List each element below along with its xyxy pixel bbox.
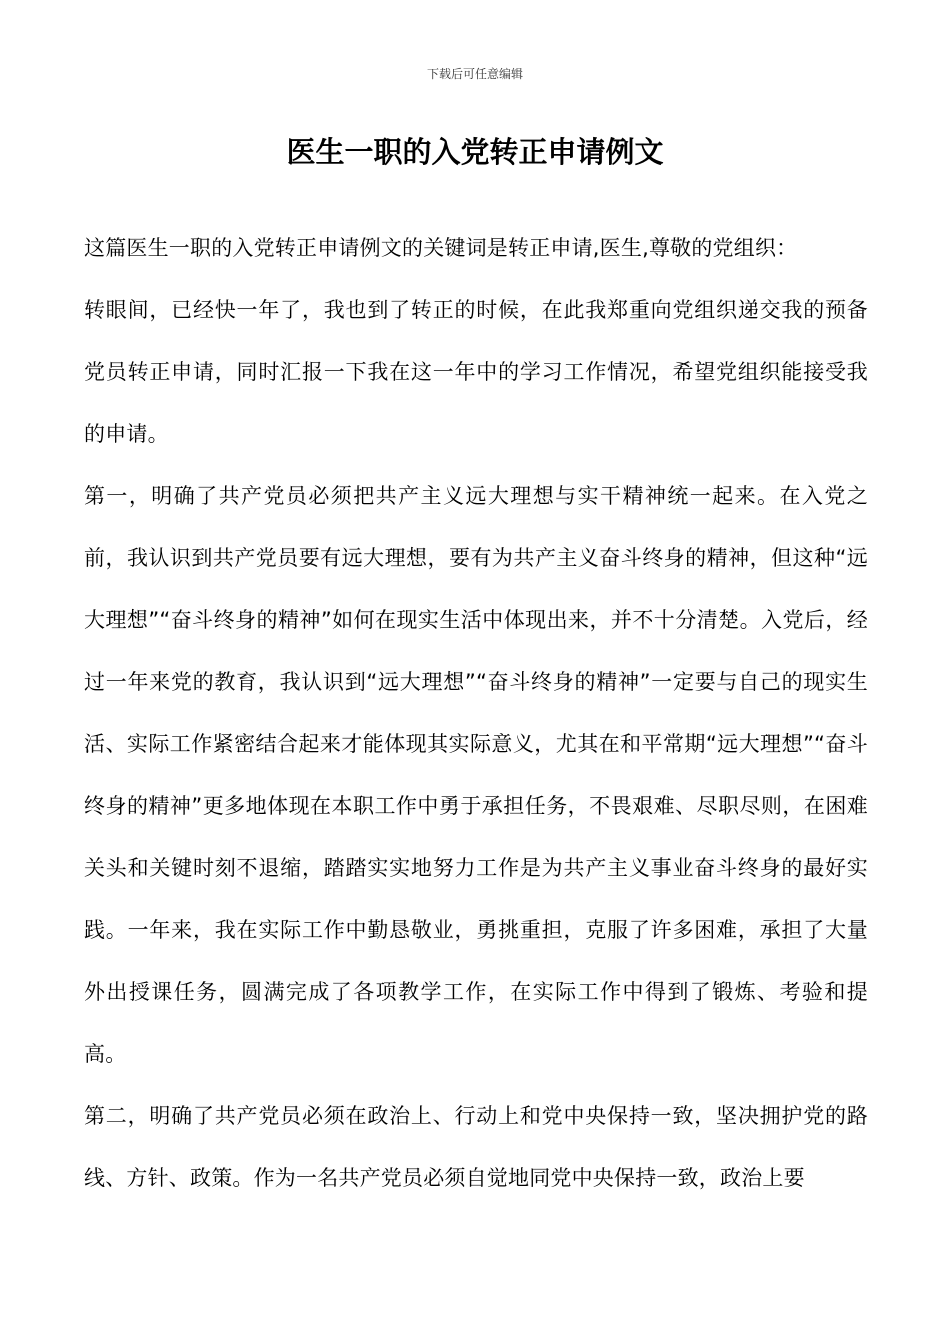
body-paragraph-second: 第二，明确了共产党员必须在政治上、行动上和党中央保持一致，坚决拥护党的路线、方针、政策。作为一名共产党员必须自觉地同党中央保持一致，政治上要 (84, 1104, 868, 1190)
keywords-paragraph: 这篇医生一职的入党转正申请例文的关键词是转正申请,医生,尊敬的党组织： (84, 236, 798, 260)
document-title: 医生一职的入党转正申请例文 (286, 135, 664, 169)
page-header-note: 下载后可任意编辑 (426, 67, 523, 81)
document-body (84, 217, 868, 1209)
body-paragraph-first: 第一，明确了共产党员必须把共产主义远大理想与实干精神统一起来。在入党之前，我认识到共产党员要有远大理想，要有为共产主义奋斗终身的精神，但这种“远大理想”“奋斗终身的精神”如何在现实生活中体现出来，并不十分清楚。入党后，经过一年来党的教育，我认识到“远大理想”“奋斗终身的精神”一定要与自己的现实生活、实际工作紧密结合起来才能体现其实际意义，尤其在和平常期“远大理想”“奋斗终身的精神”更多地体现在本职工作中勇于承担任务，不畏艰难、尽职尽则，在困难关头和关键时刻不退缩，踏踏实实地努力工作是为共产主义事业奋斗终身的最好实践。一年来，我在实际工作中勤恳敬业，勇挑重担，克服了许多困难，承担了大量外出授课任务，圆满完成了各项教学工作，在实际工作中得到了锻炼、考验和提高。 (84, 484, 868, 1066)
body-paragraph-intro: 转眼间，已经快一年了，我也到了转正的时候，在此我郑重向党组织递交我的预备党员转正申请，同时汇报一下我在这一年中的学习工作情况，希望党组织能接受我的申请。 (84, 298, 868, 446)
